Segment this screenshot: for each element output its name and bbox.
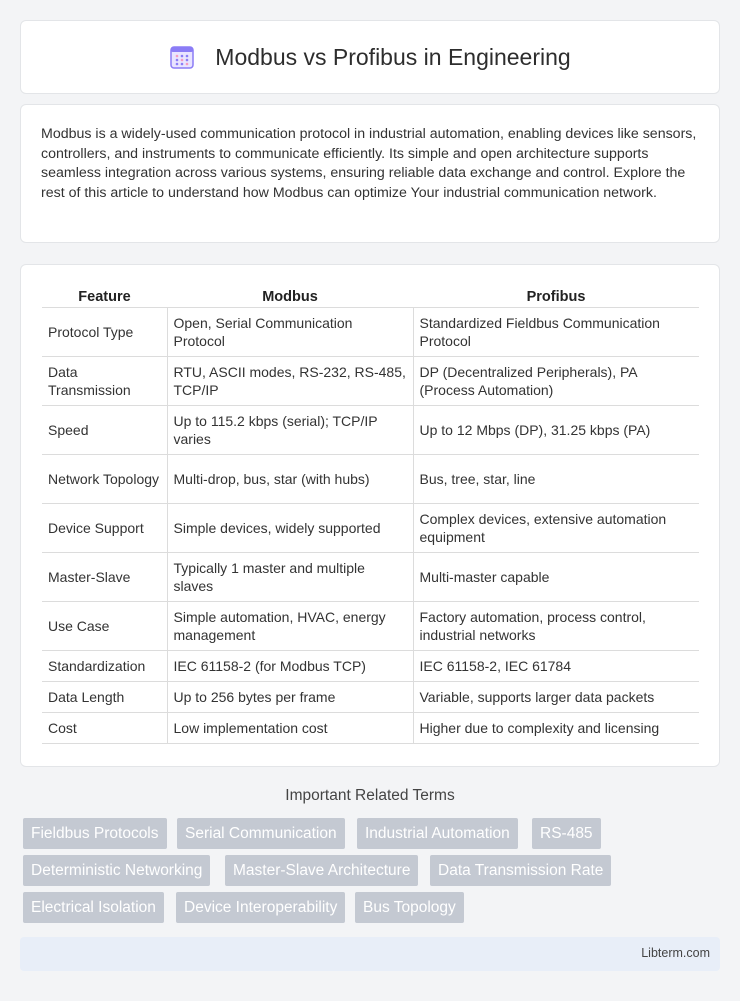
- term-tag[interactable]: RS-485: [532, 818, 601, 849]
- modbus-cell: IEC 61158-2 (for Modbus TCP): [167, 651, 413, 682]
- footer-site-link[interactable]: Libterm.com: [641, 946, 710, 960]
- term-tag[interactable]: Serial Communication: [177, 818, 345, 849]
- term-tag[interactable]: Industrial Automation: [357, 818, 518, 849]
- feature-cell: Device Support: [42, 504, 167, 553]
- profibus-cell: Complex devices, extensive automation equipment: [413, 504, 699, 553]
- profibus-cell: Multi-master capable: [413, 553, 699, 602]
- profibus-cell: DP (Decentralized Peripherals), PA (Process Automation): [413, 357, 699, 406]
- modbus-cell: Up to 256 bytes per frame: [167, 682, 413, 713]
- term-tag[interactable]: Bus Topology: [355, 892, 464, 923]
- table-row: [42, 682, 699, 713]
- feature-cell: Standardization: [42, 651, 167, 682]
- modbus-cell: Open, Serial Communication Protocol: [167, 308, 413, 357]
- feature-cell: Data Transmission: [42, 357, 167, 406]
- table-row: [42, 651, 699, 682]
- profibus-cell: Up to 12 Mbps (DP), 31.25 kbps (PA): [413, 406, 699, 455]
- feature-cell: Protocol Type: [42, 308, 167, 357]
- feature-cell: Cost: [42, 713, 167, 744]
- profibus-cell: Bus, tree, star, line: [413, 455, 699, 504]
- modbus-cell: Simple automation, HVAC, energy management: [167, 602, 413, 651]
- modbus-cell: Typically 1 master and multiple slaves: [167, 553, 413, 602]
- related-terms-title: Important Related Terms: [285, 787, 455, 804]
- comparison-table: [42, 285, 699, 744]
- table-row: [42, 602, 699, 651]
- term-tag[interactable]: Device Interoperability: [176, 892, 345, 923]
- intro-card: [20, 104, 720, 243]
- feature-cell: Data Length: [42, 682, 167, 713]
- table-row: [42, 308, 699, 357]
- profibus-cell: IEC 61158-2, IEC 61784: [413, 651, 699, 682]
- page-title: Modbus vs Profibus in Engineering: [215, 43, 571, 70]
- feature-cell: Master-Slave: [42, 553, 167, 602]
- comparison-table-card: [20, 264, 720, 767]
- table-row: [42, 455, 699, 504]
- modbus-cell: Up to 115.2 kbps (serial); TCP/IP varies: [167, 406, 413, 455]
- term-tag[interactable]: Deterministic Networking: [23, 855, 210, 886]
- header-profibus: Profibus: [413, 285, 699, 308]
- modbus-cell: Low implementation cost: [167, 713, 413, 744]
- term-tag[interactable]: Fieldbus Protocols: [23, 818, 167, 849]
- footer: [20, 937, 720, 971]
- document-icon: [169, 44, 195, 70]
- modbus-cell: Simple devices, widely supported: [167, 504, 413, 553]
- feature-cell: Network Topology: [42, 455, 167, 504]
- profibus-cell: Higher due to complexity and licensing: [413, 713, 699, 744]
- title-wrap: [169, 44, 570, 71]
- table-row: [42, 504, 699, 553]
- feature-cell: Use Case: [42, 602, 167, 651]
- intro-text: Modbus is a widely-used communication protocol in industrial automation, enabling devices like sensors, controllers, and instruments to communicate efficiently. Its simple and open architecture supports seamless integration across various systems, ensuring reliable data exchange and control. Explore the rest of this article to understand how Modbus can optimize Your industrial communication network.: [41, 126, 697, 201]
- table-row: [42, 406, 699, 455]
- term-tag[interactable]: Electrical Isolation: [23, 892, 164, 923]
- header-card: [20, 20, 720, 94]
- table-row: [42, 357, 699, 406]
- modbus-cell: RTU, ASCII modes, RS-232, RS-485, TCP/IP: [167, 357, 413, 406]
- table-row: [42, 553, 699, 602]
- header-modbus: Modbus: [167, 285, 413, 308]
- profibus-cell: Standardized Fieldbus Communication Protocol: [413, 308, 699, 357]
- modbus-cell: Multi-drop, bus, star (with hubs): [167, 455, 413, 504]
- feature-cell: Speed: [42, 406, 167, 455]
- term-tag[interactable]: Master-Slave Architecture: [225, 855, 418, 886]
- profibus-cell: Variable, supports larger data packets: [413, 682, 699, 713]
- table-header-row: [42, 285, 699, 308]
- term-tag[interactable]: Data Transmission Rate: [430, 855, 611, 886]
- table-row: [42, 713, 699, 744]
- profibus-cell: Factory automation, process control, industrial networks: [413, 602, 699, 651]
- header-feature: Feature: [42, 285, 167, 308]
